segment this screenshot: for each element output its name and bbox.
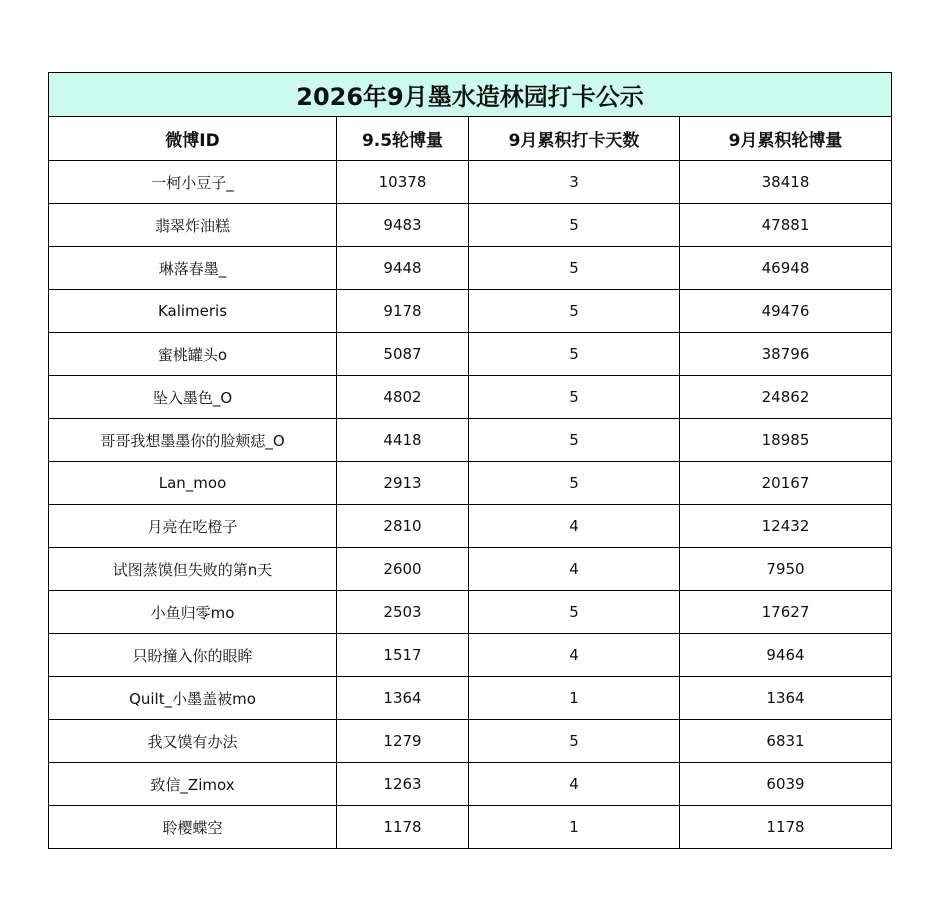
- cell-checkin-days: 4: [469, 548, 680, 591]
- table-row: [49, 505, 892, 548]
- header-total-posts: 9月累积轮博量: [680, 117, 892, 161]
- cell-weibo-id: Quilt_小墨盖被mo: [49, 677, 337, 720]
- header-weibo-id: 微博ID: [49, 117, 337, 161]
- table-row: [49, 247, 892, 290]
- cell-checkin-days: 4: [469, 763, 680, 806]
- cell-weibo-id: 聆樱蝶空: [49, 806, 337, 849]
- cell-weibo-id: 哥哥我想墨墨你的脸颊痣_O: [49, 419, 337, 462]
- cell-checkin-days: 5: [469, 204, 680, 247]
- cell-checkin-days: 4: [469, 634, 680, 677]
- cell-checkin-days: 5: [469, 247, 680, 290]
- cell-checkin-days: 5: [469, 290, 680, 333]
- cell-round-posts: 1263: [337, 763, 469, 806]
- cell-weibo-id: 翡翠炸油糕: [49, 204, 337, 247]
- cell-round-posts: 2600: [337, 548, 469, 591]
- checkin-table-container: [48, 72, 891, 849]
- cell-checkin-days: 3: [469, 161, 680, 204]
- cell-round-posts: 1178: [337, 806, 469, 849]
- cell-total-posts: 49476: [680, 290, 892, 333]
- table-row: [49, 290, 892, 333]
- table-row: [49, 591, 892, 634]
- cell-weibo-id: 一柯小豆子_: [49, 161, 337, 204]
- cell-round-posts: 9178: [337, 290, 469, 333]
- cell-checkin-days: 1: [469, 806, 680, 849]
- cell-weibo-id: Kalimeris: [49, 290, 337, 333]
- cell-total-posts: 38418: [680, 161, 892, 204]
- checkin-table: [48, 72, 892, 849]
- cell-round-posts: 10378: [337, 161, 469, 204]
- cell-round-posts: 1279: [337, 720, 469, 763]
- cell-weibo-id: 小鱼归零mo: [49, 591, 337, 634]
- cell-weibo-id: 琳落春墨_: [49, 247, 337, 290]
- cell-checkin-days: 5: [469, 591, 680, 634]
- table-row: [49, 763, 892, 806]
- cell-total-posts: 9464: [680, 634, 892, 677]
- cell-round-posts: 4418: [337, 419, 469, 462]
- cell-checkin-days: 5: [469, 462, 680, 505]
- table-row: [49, 204, 892, 247]
- cell-round-posts: 1364: [337, 677, 469, 720]
- header-row: [49, 117, 892, 161]
- cell-total-posts: 6831: [680, 720, 892, 763]
- cell-total-posts: 7950: [680, 548, 892, 591]
- cell-weibo-id: 月亮在吃橙子: [49, 505, 337, 548]
- header-round-posts: 9.5轮博量: [337, 117, 469, 161]
- title-row: [49, 73, 892, 117]
- cell-round-posts: 9448: [337, 247, 469, 290]
- cell-round-posts: 4802: [337, 376, 469, 419]
- cell-total-posts: 47881: [680, 204, 892, 247]
- cell-checkin-days: 5: [469, 720, 680, 763]
- cell-round-posts: 2810: [337, 505, 469, 548]
- table-row: [49, 548, 892, 591]
- cell-round-posts: 1517: [337, 634, 469, 677]
- table-title: 2026年9月墨水造林园打卡公示: [49, 73, 892, 117]
- cell-total-posts: 6039: [680, 763, 892, 806]
- cell-total-posts: 38796: [680, 333, 892, 376]
- cell-weibo-id: Lan_moo: [49, 462, 337, 505]
- cell-weibo-id: 只盼撞入你的眼眸: [49, 634, 337, 677]
- cell-total-posts: 1178: [680, 806, 892, 849]
- cell-total-posts: 18985: [680, 419, 892, 462]
- cell-round-posts: 2503: [337, 591, 469, 634]
- cell-checkin-days: 1: [469, 677, 680, 720]
- table-row: [49, 677, 892, 720]
- cell-checkin-days: 4: [469, 505, 680, 548]
- cell-round-posts: 5087: [337, 333, 469, 376]
- table-body: [49, 161, 892, 849]
- cell-checkin-days: 5: [469, 333, 680, 376]
- cell-total-posts: 1364: [680, 677, 892, 720]
- header-checkin-days: 9月累积打卡天数: [469, 117, 680, 161]
- table-row: [49, 333, 892, 376]
- table-row: [49, 462, 892, 505]
- table-row: [49, 806, 892, 849]
- cell-total-posts: 12432: [680, 505, 892, 548]
- cell-checkin-days: 5: [469, 419, 680, 462]
- cell-checkin-days: 5: [469, 376, 680, 419]
- cell-total-posts: 24862: [680, 376, 892, 419]
- cell-round-posts: 9483: [337, 204, 469, 247]
- table-row: [49, 720, 892, 763]
- cell-total-posts: 17627: [680, 591, 892, 634]
- cell-round-posts: 2913: [337, 462, 469, 505]
- cell-weibo-id: 坠入墨色_O: [49, 376, 337, 419]
- table-row: [49, 161, 892, 204]
- table-row: [49, 376, 892, 419]
- cell-total-posts: 46948: [680, 247, 892, 290]
- cell-weibo-id: 致信_Zimox: [49, 763, 337, 806]
- cell-weibo-id: 蜜桃罐头o: [49, 333, 337, 376]
- cell-weibo-id: 我又馍有办法: [49, 720, 337, 763]
- table-row: [49, 419, 892, 462]
- table-row: [49, 634, 892, 677]
- cell-weibo-id: 试图蒸馍但失败的第n天: [49, 548, 337, 591]
- cell-total-posts: 20167: [680, 462, 892, 505]
